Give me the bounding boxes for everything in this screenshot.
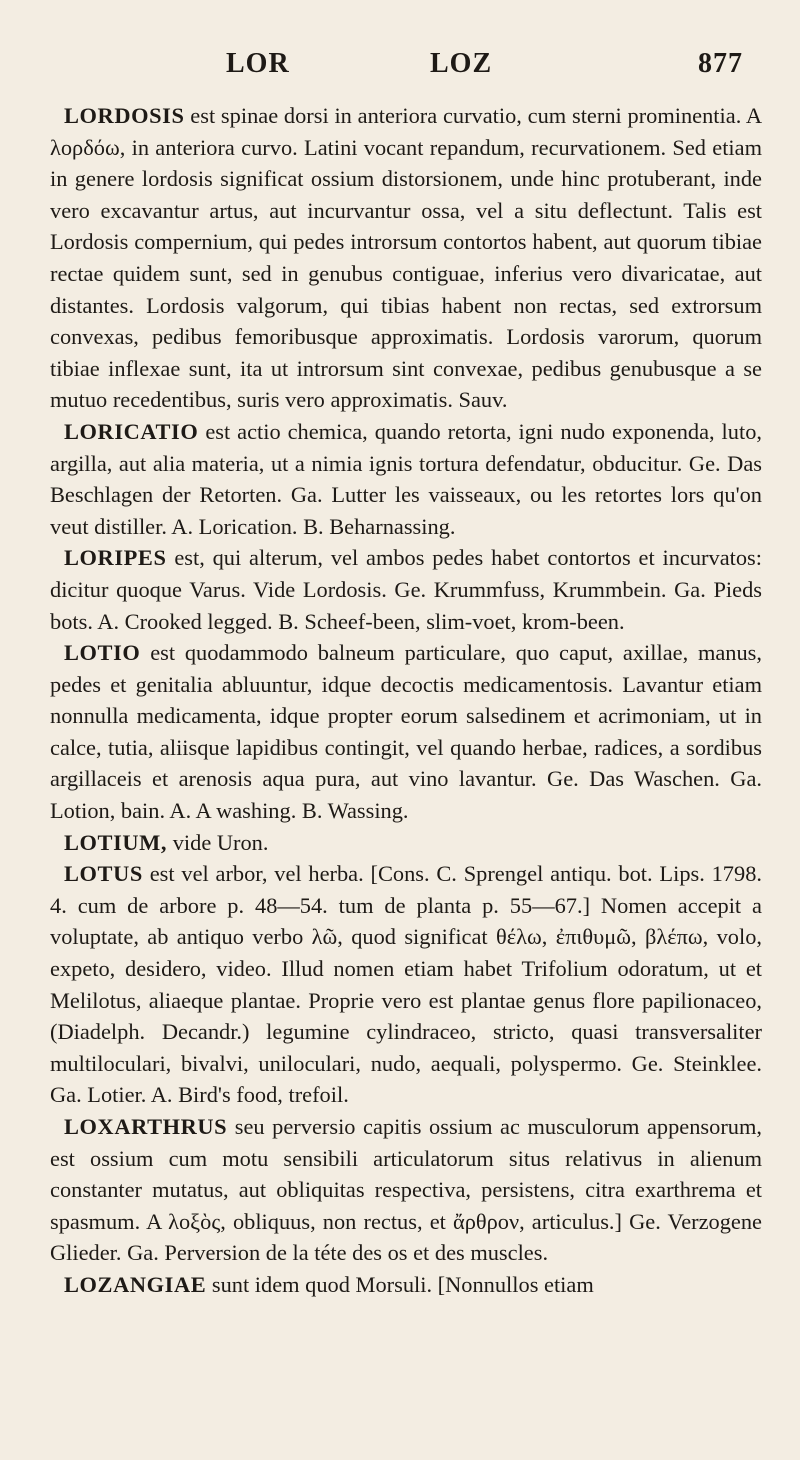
headword: LOTIUM, — [64, 829, 168, 855]
header-center-guide-word: LOZ — [430, 48, 493, 79]
entry-text: seu perversio capitis ossium ac musculorum appensorum, est ossium cum motu sensibili articulatorum situs relativus in alienum constanter mutatus, aut obliquitas respectiva, persistens, citra exarthrema et spasmum. A λοξὸς, obliquus, non rectus, et ἄρθρον, articulus.] Ge. Verzogene Glieder. Ga. Perversion de la téte des os et des muscles. — [50, 1114, 762, 1266]
headword: LOXARTHRUS — [64, 1114, 228, 1139]
entry-lotium — [50, 827, 762, 859]
entry-text: est spinae dorsi in anteriora curvatio, cum sterni prominentia. A λορδόω, in anteriora curvo. Latini vocant repandum, recurvationem. Sed etiam in genere lordosis significat ossium distorsionem, unde hinc protuberant, inde vero excavantur artus, aut incurvantur ossa, vel a situ deflectunt. Talis est Lordosis compernium, qui pedes introrsum contortos habent, aut quorum tibiae rectae quidem sunt, sed in genubus contiguae, inferius vero divaricatae, aut distantes. Lordosis valgorum, qui tibias habent non rectas, sed extrorsum convexas, pedibus femoribusque approximatis. Lordosis varorum, quorum tibiae inflexae sunt, ita ut introrsum sint convexae, pedibus genubusque a se mutuo recedentibus, suris vero approximatis. Sauv. — [50, 103, 762, 413]
entry-lordosis — [50, 100, 762, 416]
entry-text: est quodammodo balneum particulare, quo caput, axillae, manus, pedes et genitalia abluuntur, idque decoctis medicamentosis. Lavantur etiam nonnulla medicamenta, idque propter eorum salsedinem et acrimoniam, ut in calce, tutia, aliisque lapidibus contingit, vel quando herbae, radices, a sordibus argillaceis et arenosis aqua pura, aut vino lavantur. Ge. Das Waschen. Ga. Lotion, bain. A. A washing. B. Wassing. — [50, 640, 762, 824]
entry-loripes — [50, 542, 762, 637]
entry-lotio — [50, 637, 762, 827]
running-header — [0, 48, 800, 88]
headword: LOTIO — [64, 640, 141, 666]
dictionary-body — [50, 100, 762, 1301]
entry-lotus — [50, 858, 762, 1111]
entry-text: sunt idem quod Morsuli. [Nonnullos etiam — [211, 1271, 594, 1297]
entry-text: est actio chemica, quando retorta, igni nudo exponenda, luto, argilla, aut alia materia, ut a nimia ignis tortura defendatur, obducitur. Ge. Das Beschlagen der Retorten. Ga. Lutter les vaisseaux, ou les retortes lors qu'on veut distiller. A. Lorication. B. Beharnassing. — [50, 418, 762, 539]
headword: LORIPES — [64, 545, 167, 571]
page-number: 877 — [698, 48, 743, 79]
headword: LOZANGIAE — [64, 1271, 207, 1297]
entry-text: est vel arbor, vel herba. [Cons. C. Sprengel antiqu. bot. Lips. 1798. 4. cum de arbore p. 48—54. tum de planta p. 55—67.] Nomen accepit a voluptate, ab antiquo verbo λῶ, quod significat θέλω, ἐπιθυμῶ, βλέπω, volo, expeto, desidero, video. Illud nomen etiam habet Trifolium odoratum, ut et Melilotus, aliaeque plantae. Proprie vero est plantae genus flore papilionaceo, (Diadelph. Decandr.) legumine cylindraceo, stricto, quasi transversaliter multiloculari, bivalvi, uniloculari, nudo, aequali, polyspermo. Ge. Steinklee. Ga. Lotier. A. Bird's food, trefoil. — [50, 861, 762, 1108]
entry-loricatio — [50, 416, 762, 542]
headword: LOTUS — [64, 861, 143, 887]
headword: LORDOSIS — [64, 103, 185, 128]
entry-loxarthrus — [50, 1111, 762, 1269]
entry-lozangiae — [50, 1269, 762, 1301]
entry-text: vide Uron. — [172, 829, 269, 855]
headword: LORICATIO — [64, 418, 199, 444]
header-left-guide-word: LOR — [226, 48, 290, 79]
entry-text: est, qui alterum, vel ambos pedes habet contortos et incurvatos: dicitur quoque Varus. Vide Lordosis. Ge. Krummfuss, Krummbein. Ga. Pieds bots. A. Crooked legged. B. Scheef-been, slim-voet, krom-been. — [50, 545, 762, 634]
